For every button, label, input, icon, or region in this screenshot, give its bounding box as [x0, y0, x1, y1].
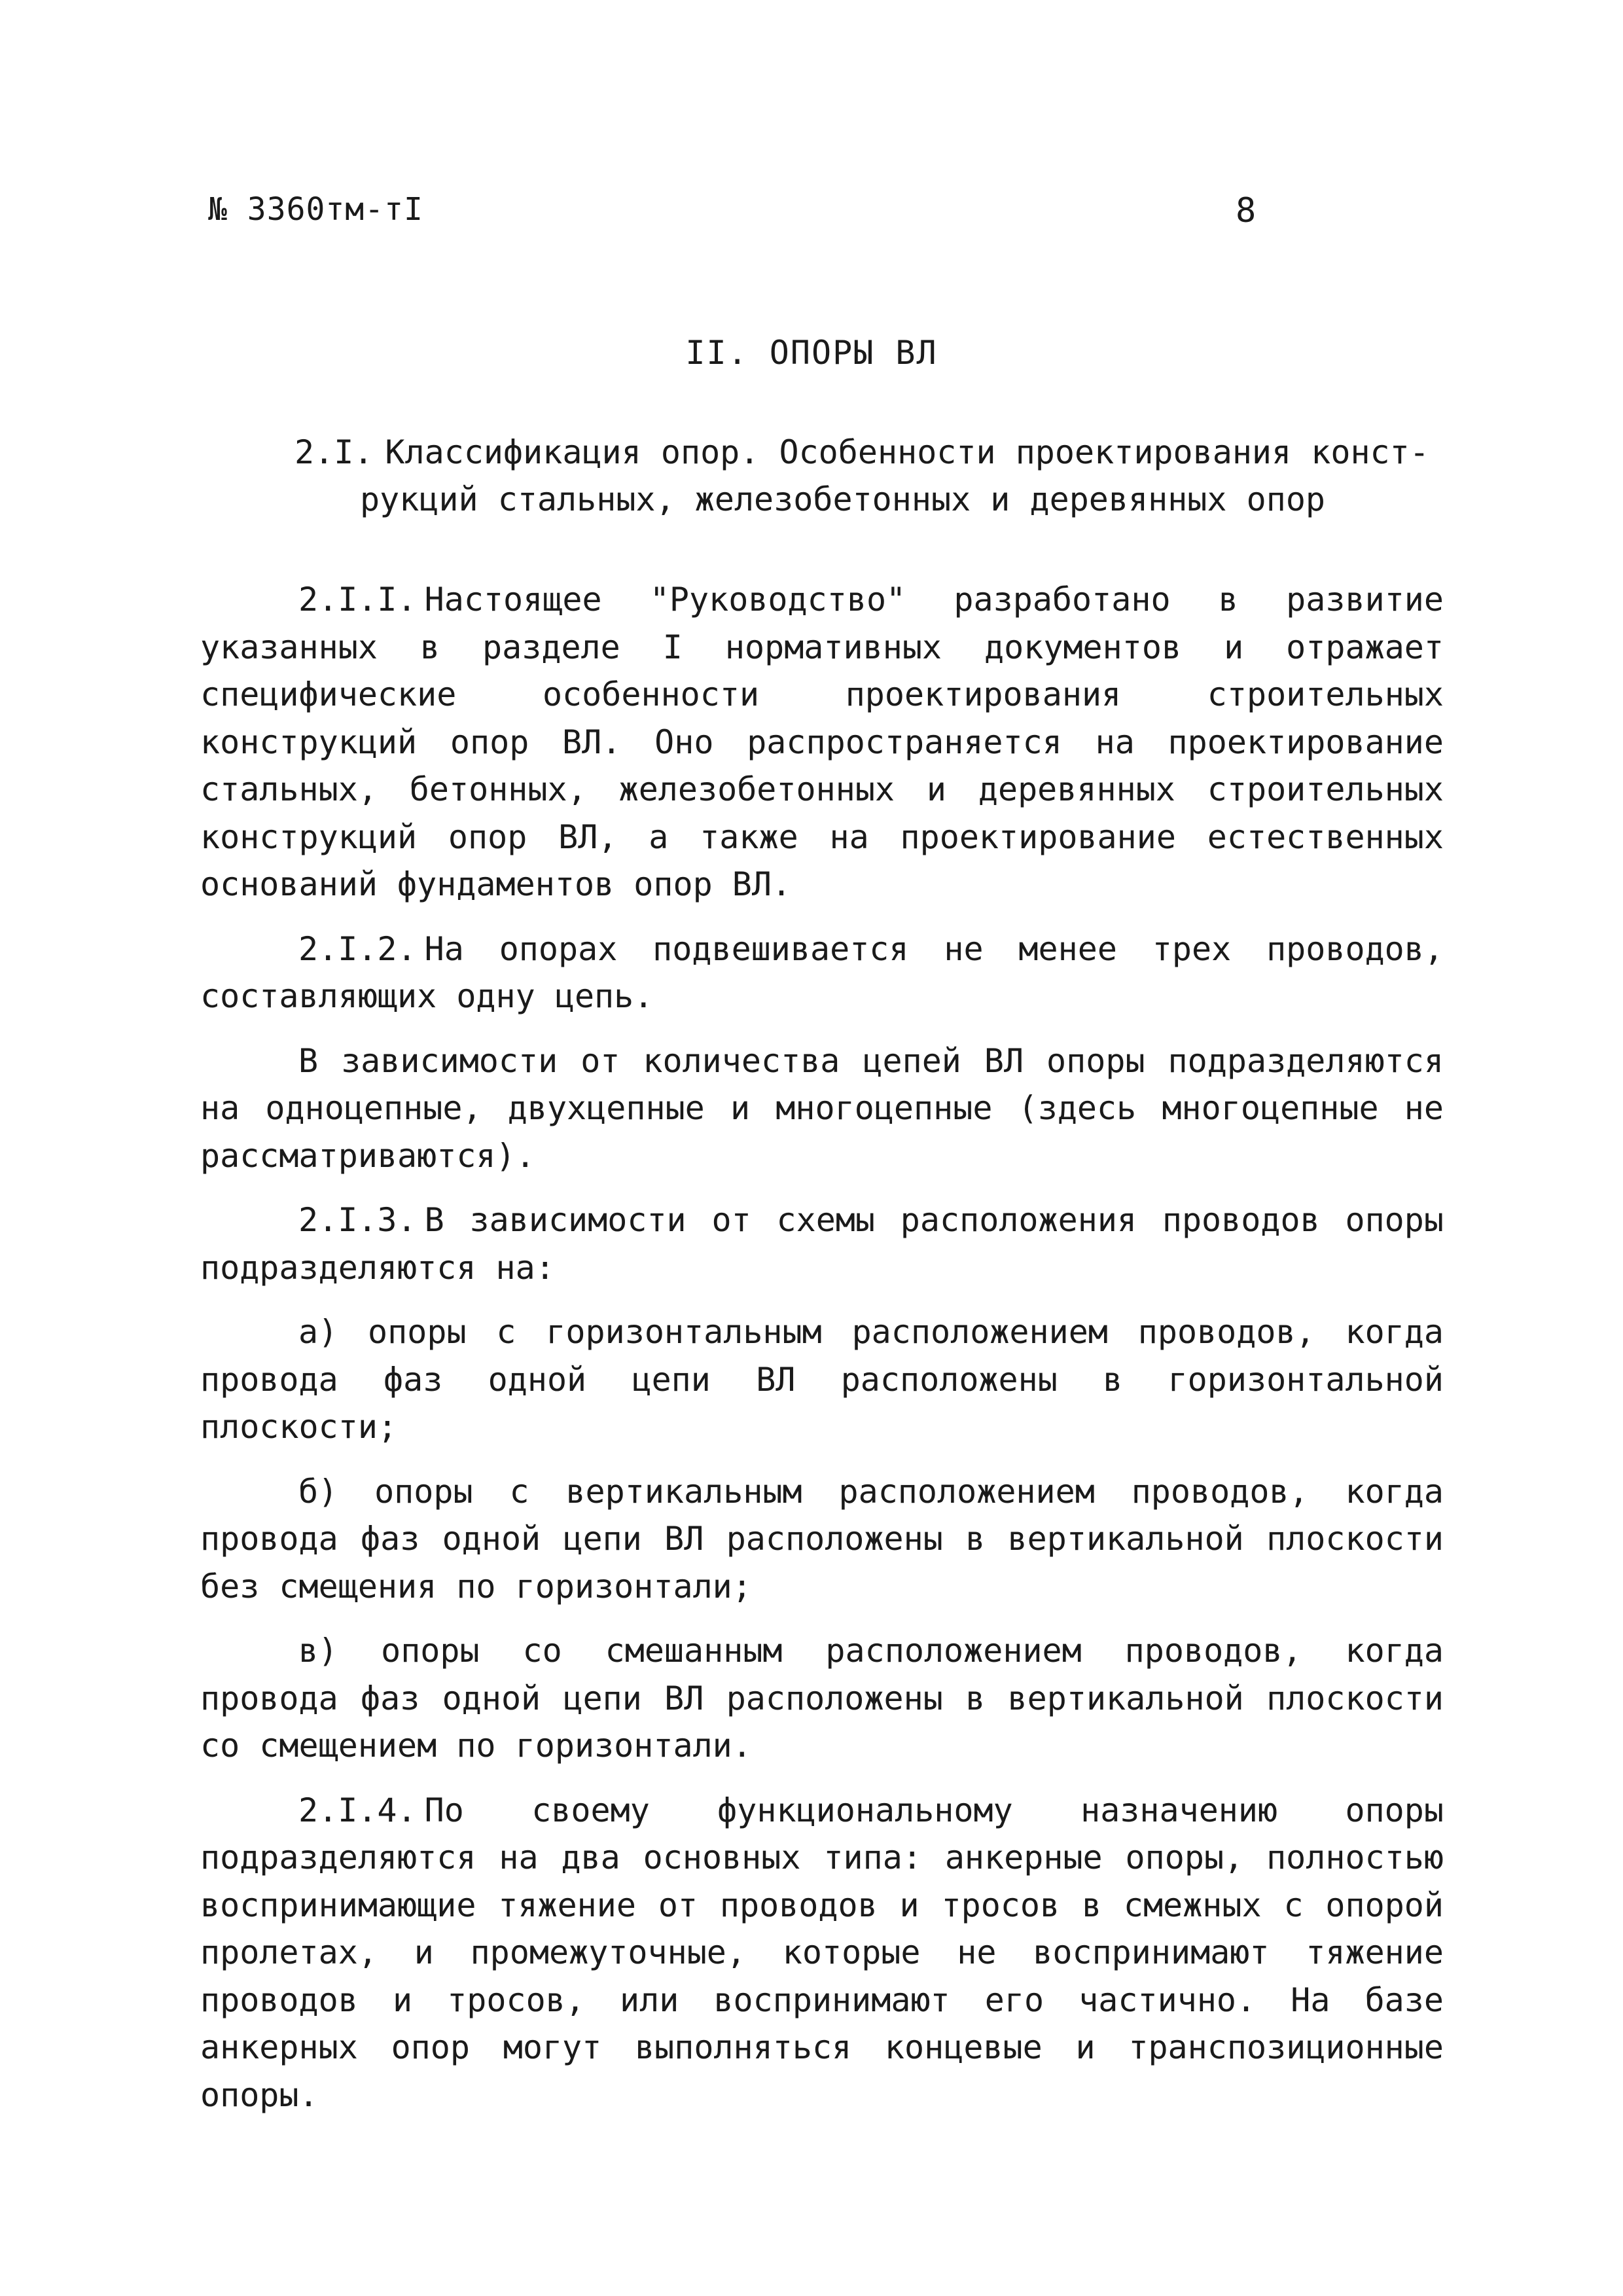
paragraph-2-1-4: [200, 1787, 1444, 2119]
section-title-line1: Классификация опор. Особенности проектирования конст-: [385, 433, 1429, 471]
paragraph-number: 2.I.2.: [298, 929, 417, 968]
paragraph-2-1-2: [200, 925, 1444, 1020]
paragraph-text: По своему функциональному назначению опоры подразделяются на два основных типа: анкерные опоры, полностью воспринимающие тяжение от проводов и тросов в смежных с опорой пролетах, и промежуточные, которые не воспринимают тяжение проводов и тросов, или воспринимают его частично. На базе анкерных опор могут выполняться концевые и транспозиционные опоры.: [200, 1791, 1444, 2114]
paragraph-text: Настоящее "Руководство" разработано в развитие указанных в разделе I нормативных документов и отражает специфические особенности проектирования строительных конструкций опор ВЛ. Оно распространяется на проектирование стальных, бетонных, железобетонных и деревянных строительных конструкций опор ВЛ, а также на проектирование естественных оснований фундаментов опор ВЛ.: [200, 581, 1444, 903]
paragraph-circuits: [200, 1037, 1444, 1180]
paragraph-text: в) опоры со смешанным расположением проводов, когда провода фаз одной цепи ВЛ расположены в вертикальной плоскости со смещением по горизонтали.: [200, 1632, 1444, 1765]
paragraph-text: а) опоры с горизонтальным расположением проводов, когда провода фаз одной цепи ВЛ расположены в горизонтальной плоскости;: [200, 1313, 1444, 1446]
body-text: [200, 576, 1444, 2136]
document-number: № 3360тм-тI: [208, 191, 423, 228]
paragraph-number: 2.I.4.: [298, 1791, 417, 1829]
paragraph-text: В зависимости от схемы расположения проводов опоры подразделяются на:: [200, 1201, 1444, 1287]
paragraph-2-1-3: [200, 1196, 1444, 1291]
paragraph-number: 2.I.3.: [298, 1201, 417, 1239]
page-number: 8: [1236, 191, 1257, 230]
paragraph-text: В зависимости от количества цепей ВЛ опоры подразделяются на одноцепные, двухцепные и многоцепные (здесь многоцепные не рассматриваются).: [200, 1041, 1444, 1175]
list-item-b: [200, 1468, 1444, 1611]
chapter-title: II. ОПОРЫ ВЛ: [685, 334, 938, 372]
paragraph-2-1-1: [200, 576, 1444, 908]
section-heading: [294, 429, 1446, 523]
section-number: 2.I.: [294, 433, 374, 471]
paragraph-text: б) опоры с вертикальным расположением проводов, когда провода фаз одной цепи ВЛ расположены в вертикальной плоскости без смещения по горизонтали;: [200, 1472, 1444, 1605]
section-title-line2: рукций стальных, железобетонных и деревянных опор: [360, 480, 1326, 518]
paragraph-number: 2.I.I.: [298, 581, 417, 619]
list-item-a: [200, 1308, 1444, 1451]
list-item-v: [200, 1627, 1444, 1770]
paragraph-text: На опорах подвешивается не менее трех проводов, составляющих одну цепь.: [200, 929, 1444, 1015]
